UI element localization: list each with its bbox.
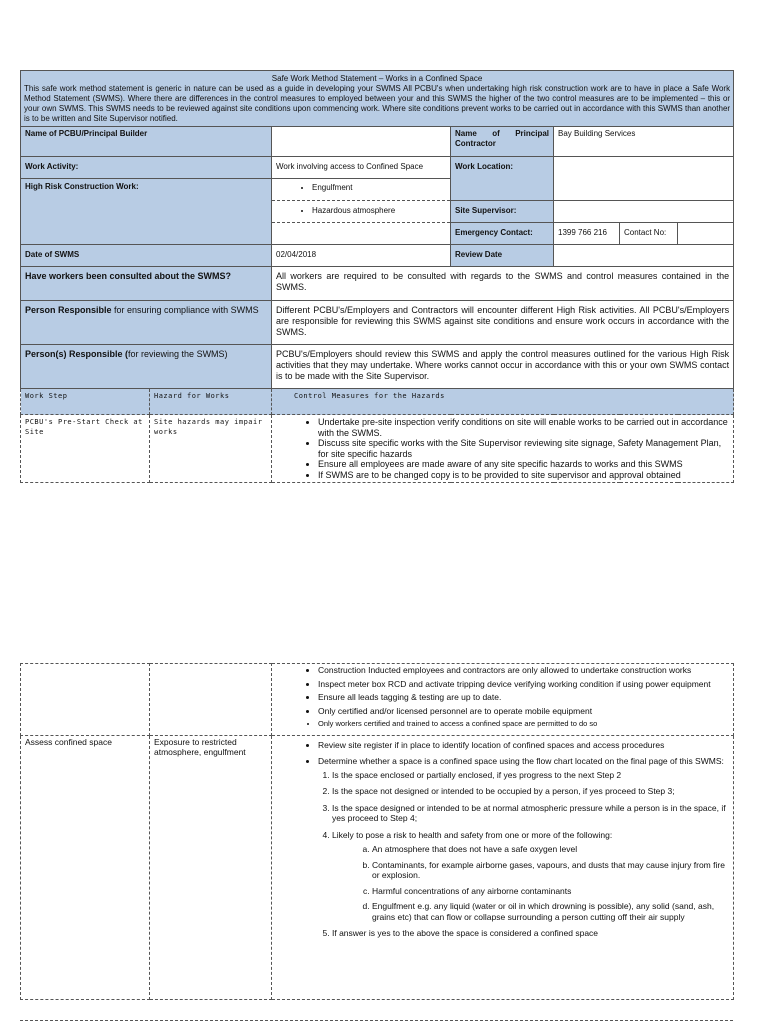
step-item: 1. Is the space enclosed or partially enclosed, if yes progress to the next Step 2 [332, 770, 729, 781]
responsible-label-bold: Person Responsible [25, 305, 112, 315]
hrcw-item-text: • Engulfment [312, 183, 446, 193]
control-item: • Ensure all employees are made aware of any site specific hazards to works and this SWMS [318, 459, 729, 470]
control-item: • Inspect meter box RCD and activate tripping device verifying working condition if using power equipment [318, 679, 729, 690]
control-item: • Discuss site specific works with the Site Supervisor reviewing site signage, Safety Management Plan, for site specific hazards [318, 438, 729, 459]
supervisor-label: Site Supervisor: [451, 201, 554, 223]
risk-item: a. An atmosphere that does not have a safe oxygen level [372, 844, 729, 855]
control-item: • Determine whether a space is a confined space using the flow chart located on the final page of this SWMS: [318, 756, 729, 767]
consulted-question: Have workers been consulted about the SWMS? [21, 267, 272, 301]
date-label: Date of SWMS [21, 245, 272, 267]
emergency-value: 1399 766 216 [554, 223, 620, 245]
row-step: Assess confined space [21, 735, 150, 999]
row-controls [272, 735, 734, 999]
contact-value [678, 223, 734, 245]
row-step: PCBU's Pre-Start Check at Site [21, 415, 150, 483]
page-bottom-border [20, 1020, 733, 1025]
table-row [21, 735, 734, 999]
intro-text: This safe work method statement is generic in nature can be used as a guide in developing your SWMS All PCBU's when undertaking high risk construction work are to have in place a Safe Work Method Statement (SWMS). Where there are differences in the control measures to employed between your and this SWMS the higher of the two control measures are to be implemented – this or your own SWMS. This SWMS needs to be reviewed against site conditions upon commencing work. Where site conditions prevent works to be carried out in accordance with this SWMS than another is to be written and Site Supervisor notified. [24, 84, 731, 123]
table-row [21, 664, 734, 736]
reviewing-label-bold: Person(s) Responsible ( [25, 349, 129, 359]
risk-item: c. Harmful concentrations of any airborne contaminants [372, 886, 729, 897]
activity-label: Work Activity: [21, 157, 272, 179]
control-item: • Only workers certified and trained to access a confined space are permitted to do so [318, 719, 729, 730]
contractor-label: Name of Principal Contractor [451, 127, 554, 157]
hrcw-item-2 [272, 201, 451, 223]
location-value [554, 157, 734, 201]
control-item: • If SWMS are to be changed copy is to be provided to site supervisor and approval obtained [318, 470, 729, 481]
hrcw-item-text: • Hazardous atmosphere [312, 206, 446, 216]
control-item: • Construction Inducted employees and contractors are only allowed to undertake construction works [318, 665, 729, 676]
step-item: 2. Is the space not designed or intended to be occupied by a person, if yes proceed to Step 3; [332, 786, 729, 797]
activity-value: Work involving access to Confined Space [272, 157, 451, 179]
responsible-label-rest: for ensuring compliance with SWMS [111, 305, 259, 315]
review-value [554, 245, 734, 267]
control-item: • Only certified and/or licensed personnel are to operate mobile equipment [318, 706, 729, 717]
step-item [332, 830, 729, 923]
swms-continuation-table [20, 663, 734, 1000]
column-header-step: Work Step [21, 389, 150, 415]
location-label: Work Location: [451, 157, 554, 201]
step-item-text: Likely to pose a risk to health and safety from one or more of the following: [332, 829, 613, 840]
date-value: 02/04/2018 [272, 245, 451, 267]
row-step [21, 664, 150, 736]
reviewing-text: PCBU's/Employers should review this SWMS and apply the control measures outlined for the various High Risk activities that they may undertake. Where works cannot occur in accordance with this or your own SWMS contact is to be made with the Site Supervisor. [272, 345, 734, 389]
contact-label: Contact No: [620, 223, 678, 245]
row-hazard: Exposure to restricted atmosphere, engulfment [150, 735, 272, 999]
table-row [21, 415, 734, 483]
risk-item: b. Contaminants, for example airborne gases, vapours, and dusts that may cause injury from fire or explosion. [372, 860, 729, 881]
column-header-controls: Control Measures for the Hazards [272, 389, 734, 415]
risk-item: d. Engulfment e.g. any liquid (water or oil in which drowning is possible), any solid (sand, ash, grains etc) that can flow or collapse surrounding a person cutting off their air supply [372, 901, 729, 922]
control-item: • Review site register if in place to identify location of confined spaces and access procedures [318, 740, 729, 751]
step-item: 3. Is the space designed or intended to be at normal atmospheric pressure while a person is in the space, if yes proceed to Step 4; [332, 803, 729, 824]
row-hazard [150, 664, 272, 736]
swms-header-table [20, 70, 734, 483]
supervisor-value [554, 201, 734, 223]
emergency-label: Emergency Contact: [451, 223, 554, 245]
contractor-value: Bay Building Services [554, 127, 734, 157]
document-title: Safe Work Method Statement – Works in a Confined Space [271, 74, 483, 83]
column-header-hazard: Hazard for Works [150, 389, 272, 415]
hrcw-item-1 [272, 179, 451, 201]
step-item: 5. If answer is yes to the above the space is considered a confined space [332, 928, 729, 939]
consulted-answer: All workers are required to be consulted with regards to the SWMS and control measures contained in the SWMS. [272, 267, 734, 301]
responsible-label [21, 301, 272, 345]
control-item: • Undertake pre-site inspection verify conditions on site will enable works to be carried out in accordance with the SWMS. [318, 417, 729, 438]
row-controls [272, 415, 734, 483]
row-controls [272, 664, 734, 736]
row-hazard: Site hazards may impair works [150, 415, 272, 483]
hrcw-label: High Risk Construction Work: [21, 179, 272, 245]
control-item: • Ensure all leads tagging & testing are up to date. [318, 692, 729, 703]
review-label: Review Date [451, 245, 554, 267]
hrcw-empty [272, 223, 451, 245]
pcbu-value [272, 127, 451, 157]
reviewing-label [21, 345, 272, 389]
reviewing-label-rest: for reviewing the SWMS) [128, 349, 228, 359]
pcbu-label: Name of PCBU/Principal Builder [21, 127, 272, 157]
responsible-text: Different PCBU's/Employers and Contractors will encounter different High Risk activities. All PCBU's/Employers are responsible for reviewing this SWMS against site conditions and ensure work occurs in accordance with the SWMS. [272, 301, 734, 345]
intro-cell [21, 71, 734, 127]
